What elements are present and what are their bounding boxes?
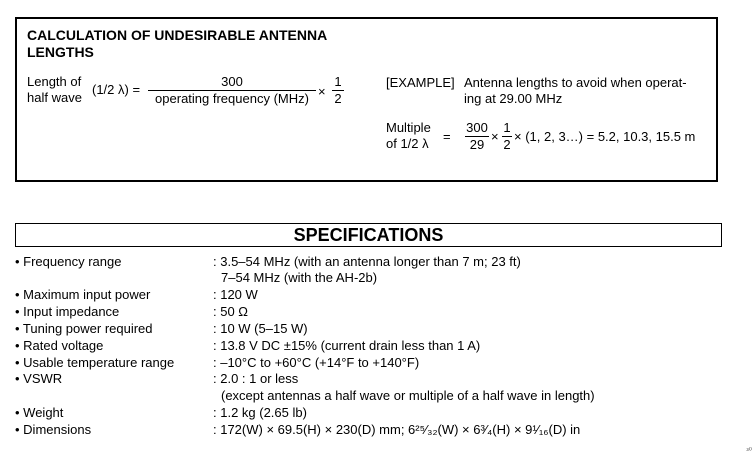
specifications-title: SPECIFICATIONS — [15, 223, 722, 247]
spec-label-voltage: • Rated voltage — [15, 338, 104, 353]
example-den: 29 — [469, 137, 485, 152]
spec-value-impedance: : 50 Ω — [213, 304, 249, 319]
formula-half-num: 1 — [334, 74, 342, 89]
formula-label: Length of half wave — [27, 74, 82, 105]
formula-lambda: (1/2 λ) = — [92, 82, 141, 97]
spec-label-frequency: • Frequency range — [15, 254, 122, 269]
example-times: × — [491, 129, 499, 144]
spec-label-impedance: • Input impedance — [15, 304, 120, 319]
spec-value-frequency: : 3.5–54 MHz (with an antenna longer than 7 m; 23 ft) — [213, 254, 521, 269]
example-half-num: 1 — [503, 120, 511, 135]
formula-denominator: operating frequency (MHz) — [155, 91, 309, 106]
spec-value-weight: : 1.2 kg (2.65 lb) — [213, 405, 307, 420]
spec-label-vswr: • VSWR — [15, 371, 63, 386]
example-tag: [EXAMPLE] — [386, 75, 455, 90]
formula-numerator: 300 — [221, 74, 243, 89]
spec-label-temperature: • Usable temperature range — [15, 355, 175, 370]
formula-half-den: 2 — [334, 91, 342, 106]
spec-label-dimensions: • Dimensions — [15, 422, 92, 437]
spec-label-max-power: • Maximum input power — [15, 287, 151, 302]
spec-value-max-power: : 120 W — [213, 287, 258, 302]
example-equals: = — [443, 129, 451, 144]
spec-value-tuning-power: : 10 W (5–15 W) — [213, 321, 308, 336]
example-text: Antenna lengths to avoid when operat- ing at 29.00 MHz — [464, 75, 687, 106]
spec-value-dimensions: : 172(W) × 69.5(H) × 230(D) mm; 6²⁵⁄₃₂(W) × 6³⁄₄(H) × 9¹⁄₁₆(D) in — [213, 422, 581, 437]
example-half-den: 2 — [503, 137, 511, 152]
spec-label-tuning-power: • Tuning power required — [15, 321, 153, 336]
spec-value-frequency-cont: 7–54 MHz (with the AH-2b) — [221, 270, 378, 285]
calculation-title: CALCULATION OF UNDESIRABLE ANTENNA LENGTHS — [27, 27, 328, 60]
spec-label-weight: • Weight — [15, 405, 64, 420]
example-num: 300 — [466, 120, 488, 135]
page-corner-mark: ᵌ⁰ — [746, 446, 752, 455]
spec-value-vswr: : 2.0 : 1 or less — [213, 371, 299, 386]
spec-value-voltage: : 13.8 V DC ±15% (current drain less than 1 A) — [213, 338, 481, 353]
example-multiple-label: Multiple of 1/2 λ — [386, 120, 431, 151]
formula-times: × — [318, 84, 326, 99]
spec-value-vswr-cont: (except antennas a half wave or multiple of a half wave in length) — [221, 388, 595, 403]
example-result: × (1, 2, 3…) = 5.2, 10.3, 15.5 m — [514, 129, 696, 144]
spec-value-temperature: : –10°C to +60°C (+14°F to +140°F) — [213, 355, 420, 370]
